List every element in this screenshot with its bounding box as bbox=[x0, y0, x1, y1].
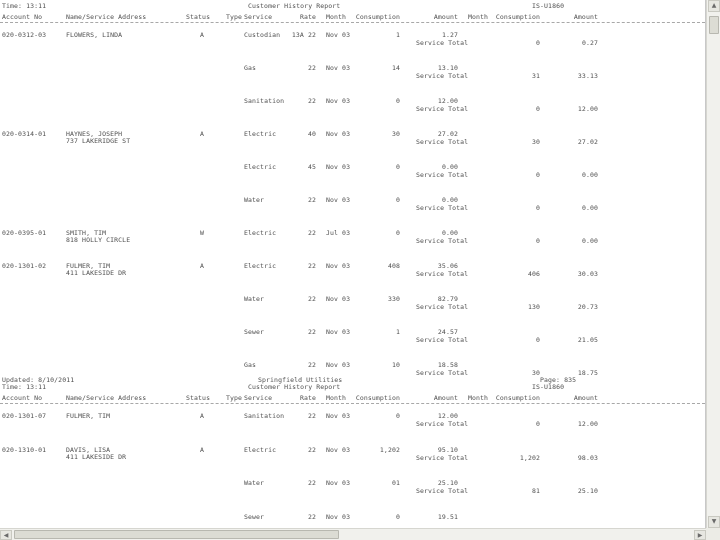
service-amount: 0.00 bbox=[441, 229, 458, 237]
report-time: Time: 13:11 bbox=[2, 383, 47, 391]
service-total-consumption: 30 bbox=[531, 138, 540, 146]
horizontal-scroll-thumb[interactable] bbox=[14, 530, 339, 539]
service-total-amount: 0.00 bbox=[581, 171, 598, 179]
column-header: Rate bbox=[299, 13, 316, 21]
service-rate: 13A 22 bbox=[291, 31, 316, 39]
report-time: Time: 13:11 bbox=[2, 2, 47, 10]
customer-name: FULMER, TIM bbox=[66, 412, 111, 420]
service-type: Gas bbox=[244, 361, 257, 369]
service-month: Nov 03 bbox=[326, 196, 351, 204]
report-title: Customer History Report bbox=[248, 2, 341, 10]
service-rate: 22 bbox=[307, 229, 316, 237]
service-type: Water bbox=[244, 479, 265, 487]
service-consumption: 0 bbox=[395, 163, 400, 171]
service-month: Nov 03 bbox=[326, 512, 351, 521]
service-total-consumption: 1,202 bbox=[519, 453, 540, 462]
service-amount: 24.57 bbox=[437, 328, 458, 336]
service-amount: 1.27 bbox=[441, 31, 458, 39]
service-rate: 22 bbox=[307, 328, 316, 336]
service-consumption: 14 bbox=[391, 64, 400, 72]
service-type: Gas bbox=[244, 64, 257, 72]
column-header: Amount bbox=[433, 13, 458, 21]
service-total-amount: 12.00 bbox=[577, 105, 598, 113]
column-header: Service bbox=[244, 394, 273, 402]
service-rate: 22 bbox=[307, 361, 316, 369]
service-total-amount: 12.00 bbox=[577, 420, 598, 428]
service-rate: 22 bbox=[307, 445, 316, 454]
service-amount: 18.58 bbox=[437, 361, 458, 369]
service-type: Electric bbox=[244, 163, 277, 171]
account-status: A bbox=[200, 262, 205, 270]
column-header: Name/Service Address bbox=[66, 394, 147, 402]
service-total-amount: 0.00 bbox=[581, 237, 598, 245]
service-amount: 25.10 bbox=[437, 479, 458, 487]
report-id: IS-U1860 bbox=[532, 383, 565, 391]
service-amount: 13.10 bbox=[437, 64, 458, 72]
service-consumption: 10 bbox=[391, 361, 400, 369]
service-total-row bbox=[0, 72, 705, 82]
account-status: A bbox=[200, 130, 205, 138]
scroll-left-icon[interactable]: ◀ bbox=[0, 530, 12, 540]
service-total-consumption: 0 bbox=[535, 204, 540, 212]
service-total-row bbox=[0, 237, 705, 247]
service-amount: 0.00 bbox=[441, 163, 458, 171]
service-month: Nov 03 bbox=[326, 262, 351, 270]
service-month: Nov 03 bbox=[326, 64, 351, 72]
column-header-rule bbox=[0, 403, 705, 404]
service-rate: 22 bbox=[307, 262, 316, 270]
service-type: Sewer bbox=[244, 328, 265, 336]
service-total-consumption: 130 bbox=[527, 303, 540, 311]
service-total-label: Service Total bbox=[416, 237, 469, 245]
service-month: Nov 03 bbox=[326, 328, 351, 336]
service-rate: 40 bbox=[307, 130, 316, 138]
service-total-amount: 0.27 bbox=[581, 39, 598, 47]
service-amount: 0.00 bbox=[441, 196, 458, 204]
report-company-name: Springfield Utilities bbox=[258, 376, 343, 384]
service-rate: 22 bbox=[307, 295, 316, 303]
column-header: Rate bbox=[299, 394, 316, 402]
account-number: 020-0314-01 bbox=[2, 130, 47, 138]
service-total-amount: 21.05 bbox=[577, 336, 598, 344]
column-header: Name/Service Address bbox=[66, 13, 147, 21]
column-header: Month bbox=[468, 13, 489, 21]
account-status: A bbox=[200, 412, 205, 420]
service-consumption: 0 bbox=[395, 412, 400, 420]
service-type: Sanitation bbox=[244, 412, 285, 420]
report-title: Customer History Report bbox=[248, 383, 341, 391]
account-status: A bbox=[200, 31, 205, 39]
service-type: Electric bbox=[244, 445, 277, 454]
service-address: 411 LAKESIDE DR bbox=[66, 269, 127, 277]
service-type: Electric bbox=[244, 130, 277, 138]
column-header: Service bbox=[244, 13, 273, 21]
service-total-amount: 18.75 bbox=[577, 369, 598, 377]
service-month: Nov 03 bbox=[326, 412, 351, 420]
service-consumption: 0 bbox=[395, 229, 400, 237]
column-header: Status bbox=[186, 394, 211, 402]
service-type: Custodian bbox=[244, 31, 281, 39]
service-amount: 82.79 bbox=[437, 295, 458, 303]
service-rate: 22 bbox=[307, 412, 316, 420]
column-header: Status bbox=[186, 13, 211, 21]
column-header: Type bbox=[226, 13, 243, 21]
service-total-label: Service Total bbox=[416, 270, 469, 278]
service-total-consumption: 406 bbox=[527, 270, 540, 278]
account-number: 020-1301-02 bbox=[2, 262, 47, 270]
service-total-row bbox=[0, 105, 705, 115]
service-type: Sanitation bbox=[244, 97, 285, 105]
service-total-consumption: 0 bbox=[535, 39, 540, 47]
report-updated-date: Updated: 8/10/2011 bbox=[2, 376, 75, 384]
column-header: Month bbox=[326, 13, 347, 21]
service-total-row bbox=[0, 336, 705, 346]
service-total-consumption: 0 bbox=[535, 105, 540, 113]
service-consumption: 1 bbox=[395, 328, 400, 336]
service-total-label: Service Total bbox=[416, 105, 469, 113]
column-header-rule bbox=[0, 22, 705, 23]
customer-name: FLOWERS, LINDA bbox=[66, 31, 123, 39]
report-page-number: Page: 835 bbox=[540, 376, 577, 384]
customer-name: FULMER, TIM bbox=[66, 262, 111, 270]
service-consumption: 0 bbox=[395, 196, 400, 204]
service-total-row bbox=[0, 270, 705, 280]
service-consumption: 1 bbox=[395, 31, 400, 39]
column-header: Amount bbox=[573, 13, 598, 21]
column-header: Month bbox=[326, 394, 347, 402]
service-total-consumption: 0 bbox=[535, 237, 540, 245]
report-header-line bbox=[0, 383, 705, 393]
column-header: Type bbox=[226, 394, 243, 402]
service-rate: 22 bbox=[307, 196, 316, 204]
service-total-amount: 98.03 bbox=[577, 453, 598, 462]
service-type: Electric bbox=[244, 262, 277, 270]
service-consumption: 30 bbox=[391, 130, 400, 138]
service-amount: 35.06 bbox=[437, 262, 458, 270]
scroll-down-icon[interactable]: ▼ bbox=[708, 516, 720, 528]
scroll-right-icon[interactable]: ▶ bbox=[694, 530, 706, 540]
scrollbar-corner bbox=[706, 528, 720, 540]
service-total-consumption: 81 bbox=[531, 487, 540, 495]
customer-name: HAYNES, JOSEPH bbox=[66, 130, 123, 138]
vertical-scrollbar[interactable] bbox=[706, 0, 720, 528]
service-month: Nov 03 bbox=[326, 163, 351, 171]
service-total-label: Service Total bbox=[416, 171, 469, 179]
account-number: 020-1310-01 bbox=[2, 445, 47, 454]
scroll-up-icon[interactable]: ▲ bbox=[708, 0, 720, 12]
column-header: Amount bbox=[573, 394, 598, 402]
service-total-row bbox=[0, 454, 705, 464]
service-total-amount: 0.00 bbox=[581, 204, 598, 212]
service-consumption: 0 bbox=[395, 97, 400, 105]
service-total-label: Service Total bbox=[416, 453, 469, 462]
service-total-amount: 27.02 bbox=[577, 138, 598, 146]
service-consumption: 330 bbox=[387, 295, 400, 303]
service-type: Electric bbox=[244, 229, 277, 237]
service-consumption: 408 bbox=[387, 262, 400, 270]
service-total-row bbox=[0, 204, 705, 214]
column-header: Consumption bbox=[355, 394, 400, 402]
service-month: Nov 03 bbox=[326, 31, 351, 39]
service-total-label: Service Total bbox=[416, 72, 469, 80]
account-number: 020-0395-01 bbox=[2, 229, 47, 237]
service-total-row bbox=[0, 138, 705, 148]
customer-name: DAVIS, LISA bbox=[66, 445, 111, 454]
column-header: Account No bbox=[2, 13, 43, 21]
service-total-row bbox=[0, 487, 705, 497]
customer-name: SMITH, TIM bbox=[66, 229, 107, 237]
service-total-consumption: 0 bbox=[535, 171, 540, 179]
service-address: 737 LAKERIDGE ST bbox=[66, 137, 131, 145]
service-total-label: Service Total bbox=[416, 303, 469, 311]
column-header: Amount bbox=[433, 394, 458, 402]
service-type: Water bbox=[244, 196, 265, 204]
service-consumption: 01 bbox=[391, 479, 400, 487]
column-header: Month bbox=[468, 394, 489, 402]
service-total-consumption: 0 bbox=[535, 420, 540, 428]
service-total-label: Service Total bbox=[416, 336, 469, 344]
service-total-amount: 25.10 bbox=[577, 487, 598, 495]
report-id: IS-U1860 bbox=[532, 2, 565, 10]
service-month: Nov 03 bbox=[326, 130, 351, 138]
service-total-row bbox=[0, 171, 705, 181]
service-total-amount: 33.13 bbox=[577, 72, 598, 80]
column-header: Consumption bbox=[355, 13, 400, 21]
service-month: Jul 03 bbox=[326, 229, 351, 237]
service-rate: 22 bbox=[307, 97, 316, 105]
service-address: 411 LAKESIDE DR bbox=[66, 452, 127, 461]
service-amount: 12.00 bbox=[437, 412, 458, 420]
service-total-label: Service Total bbox=[416, 138, 469, 146]
service-consumption: 0 bbox=[395, 512, 400, 521]
account-number: 020-1301-07 bbox=[2, 412, 47, 420]
service-amount: 95.10 bbox=[437, 445, 458, 454]
vertical-scroll-thumb[interactable] bbox=[709, 16, 719, 34]
service-type: Water bbox=[244, 295, 265, 303]
service-total-row bbox=[0, 303, 705, 313]
service-total-consumption: 31 bbox=[531, 72, 540, 80]
account-status: W bbox=[200, 229, 205, 237]
service-total-amount: 30.03 bbox=[577, 270, 598, 278]
service-total-label: Service Total bbox=[416, 204, 469, 212]
service-total-consumption: 0 bbox=[535, 336, 540, 344]
service-total-row bbox=[0, 420, 705, 430]
account-status: A bbox=[200, 445, 205, 454]
service-total-label: Service Total bbox=[416, 369, 469, 377]
column-header: Consumption bbox=[495, 13, 540, 21]
service-month: Nov 03 bbox=[326, 97, 351, 105]
service-total-label: Service Total bbox=[416, 39, 469, 47]
service-address: 818 HOLLY CIRCLE bbox=[66, 236, 131, 244]
service-rate: 22 bbox=[307, 64, 316, 72]
service-total-amount: 20.73 bbox=[577, 303, 598, 311]
column-header: Account No bbox=[2, 394, 43, 402]
service-total-label: Service Total bbox=[416, 487, 469, 495]
service-rate: 22 bbox=[307, 512, 316, 521]
service-amount: 19.51 bbox=[437, 512, 458, 521]
service-rate: 22 bbox=[307, 479, 316, 487]
account-number: 020-0312-03 bbox=[2, 31, 47, 39]
service-total-row bbox=[0, 39, 705, 49]
service-rate: 45 bbox=[307, 163, 316, 171]
service-month: Nov 03 bbox=[326, 445, 351, 454]
service-month: Nov 03 bbox=[326, 479, 351, 487]
report-header-line bbox=[0, 2, 705, 12]
column-header: Consumption bbox=[495, 394, 540, 402]
service-month: Nov 03 bbox=[326, 295, 351, 303]
service-total-label: Service Total bbox=[416, 420, 469, 428]
service-month: Nov 03 bbox=[326, 361, 351, 369]
service-amount: 12.00 bbox=[437, 97, 458, 105]
horizontal-scrollbar[interactable] bbox=[0, 528, 706, 540]
service-amount: 27.02 bbox=[437, 130, 458, 138]
service-type: Sewer bbox=[244, 512, 265, 521]
service-total-consumption: 30 bbox=[531, 369, 540, 377]
service-consumption: 1,202 bbox=[379, 445, 400, 454]
